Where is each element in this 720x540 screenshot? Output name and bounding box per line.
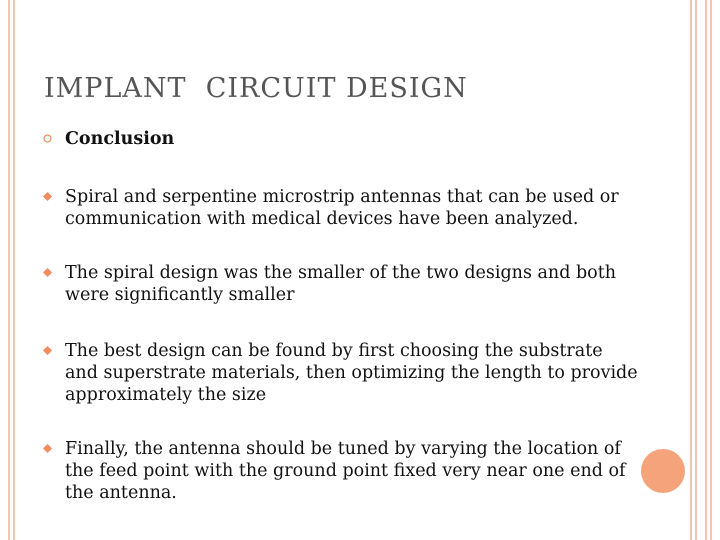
hollow-circle-icon: [43, 134, 52, 143]
bullet-text: The best design can be found by first choosing the substrate and superstrate materials, then optimizing the length to provide approximately the size: [65, 341, 638, 405]
left-border-line: [8, 0, 10, 540]
bullet-item-conclusion: [40, 128, 174, 150]
right-border-line: [710, 0, 712, 540]
slide-title: IMPLANT CIRCUIT DESIGN: [44, 73, 468, 104]
right-border-line: [690, 0, 692, 540]
left-border-line: [13, 0, 15, 540]
diamond-icon: [43, 346, 52, 355]
bullet-text: Finally, the antenna should be tuned by varying the location of the feed point with the ground point fixed very near one end of the antenna.: [65, 439, 626, 503]
bullet-item: [40, 186, 640, 230]
diamond-icon: [43, 268, 52, 277]
bullet-item: [40, 340, 640, 406]
diamond-icon: [43, 444, 52, 453]
right-border-line: [705, 0, 707, 540]
right-border-line: [695, 0, 697, 540]
bullet-item: [40, 262, 640, 306]
bullet-text: Conclusion: [65, 129, 175, 149]
decorative-circle: [641, 449, 685, 493]
bullet-text: The spiral design was the smaller of the two designs and both were significantly smaller: [65, 263, 617, 305]
diamond-icon: [43, 192, 52, 201]
bullet-item: [40, 438, 640, 504]
bullet-text: Spiral and serpentine microstrip antennas that can be used or communication with medical devices have been analyzed.: [65, 187, 619, 229]
